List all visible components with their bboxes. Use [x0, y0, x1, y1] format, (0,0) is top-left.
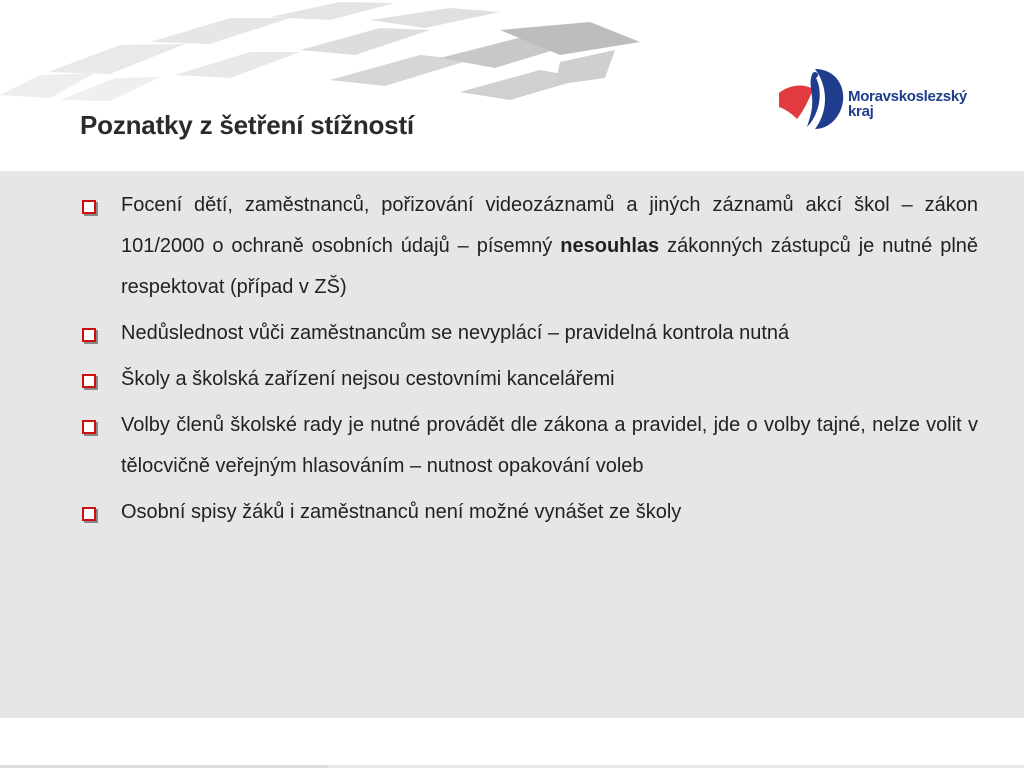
- logo: [775, 63, 985, 133]
- bullet-text: Focení dětí, zaměstnanců, pořizování videozáznamů a jiných záznamů akcí škol – zákon 101/2000 o ochraně osobních údajů – písemný: [121, 194, 978, 257]
- logo-text-line2: kraj: [848, 103, 874, 120]
- slide-title: Poznatky z šetření stížností: [80, 110, 414, 140]
- square-bullet-icon: [82, 200, 96, 214]
- list-item: [80, 492, 978, 533]
- bullet-list: [80, 185, 978, 538]
- list-item: [80, 313, 978, 354]
- logo-text-line1: Moravskoslezský: [848, 88, 967, 105]
- header-decoration: [0, 0, 660, 115]
- region-logo-icon: [775, 63, 850, 133]
- list-item: [80, 185, 978, 308]
- square-bullet-icon: [82, 374, 96, 388]
- bullet-text: Školy a školská zařízení nejsou cestovními kancelářemi: [121, 368, 615, 390]
- square-bullet-icon: [82, 328, 96, 342]
- bullet-emphasis: nesouhlas: [560, 235, 660, 257]
- bullet-text: Nedůslednost vůči zaměstnancům se nevyplácí – pravidelná kontrola nutná: [121, 322, 790, 344]
- square-bullet-icon: [82, 507, 96, 521]
- square-bullet-icon: [82, 420, 96, 434]
- bullet-text: Volby členů školské rady je nutné provádět dle zákona a pravidel, jde o volby tajné, nelze volit v tělocvičně veřejným hlasováním – nutnost opakování voleb: [121, 414, 978, 477]
- bullet-text-end: zákonných zástupců je nutné plně respektovat (případ v ZŠ): [121, 235, 979, 298]
- list-item: [80, 359, 978, 400]
- bullet-text: Osobní spisy žáků i zaměstnanců není možné vynášet ze školy: [121, 501, 682, 523]
- list-item: [80, 405, 978, 487]
